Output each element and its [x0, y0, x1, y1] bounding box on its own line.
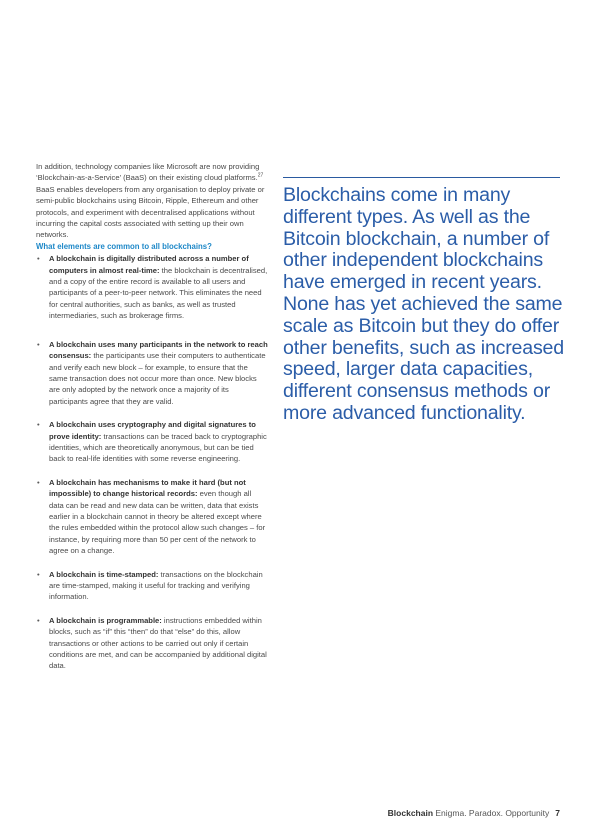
list-item: • A blockchain is programmable: instructions embedded within blocks, such as “if” this “then” do that “else” do this, allow transactions or other actions to be carried out only if certain conditions are met, and can be accompanied by additional digital data. — [37, 615, 267, 671]
footer-subtitle: Enigma. Paradox. Opportunity — [433, 808, 550, 818]
quote-divider — [283, 177, 560, 178]
pull-quote-text: Blockchains come in many different types. As well as the Bitcoin blockchain, a number of other independent blockchains have emerged in recent years. None has yet achieved the same scale as Bitcoin but they do offer other benefits, such as increased speed, larger data capacities, different consensus methods or more advanced functionality. — [283, 184, 564, 424]
list-item: • A blockchain uses many participants in the network to reach consensus: the participants use their computers to authenticate and verify each new block – for example, to ensure that the same transaction does not occur more than once. New blocks are only adopted by the network once a majority of its participants agree that they are valid. — [37, 339, 268, 406]
list-item: • A blockchain has mechanisms to make it hard (but not impossible) to change historical records: even though all data can be read and new data can be written, data that exists earlier in a blockchain cannot in theory be altered except where the rules embedded within the protocol allow such changes – for instance, by requiring more than 50 per cent of the network to agree on a change. — [37, 477, 266, 556]
bullet-icon: • — [37, 477, 40, 487]
intro-paragraph: In addition, technology companies like Microsoft are now providing ‘Blockchain-as-a-Service’ (BaaS) on their existing cloud platforms.$^{27}$ BaaS enables developers from any organisation to deploy private or semi-public blockchains using Bitcoin, Ripple, Ethereum and other protocols, and experiment with decentralised applications without incurring the capital costs associated with setting up their own networks. — [36, 162, 265, 240]
bullet-icon: • — [37, 569, 40, 579]
list-item: • A blockchain uses cryptography and digital signatures to prove identity: transactions can be traced back to cryptographic identities, which are theoretically anonymous, but can be tied back to real-life identities with some reverse engineering. — [37, 420, 267, 464]
section-heading: What elements are common to all blockchains? — [36, 241, 212, 251]
list-item: • A blockchain is digitally distributed across a number of computers in almost real-time: the blockchain is decentralised, and a copy of the entire record is available to all users and participants of a peer-to-peer network. This eliminates the need for central authorities, such as banks, as well as trusted intermediaries, such as brokerage firms. — [37, 254, 268, 321]
footnote-ref: 27 — [257, 172, 264, 179]
page-number: 7 — [555, 808, 560, 818]
bullet-list — [36, 253, 268, 672]
bullet-icon: • — [37, 420, 40, 430]
bullet-icon: • — [37, 254, 40, 264]
left-column — [36, 161, 268, 684]
pull-quote — [283, 185, 568, 425]
bullet-icon: • — [37, 615, 40, 625]
list-item: • A blockchain is time-stamped: transactions on the blockchain are time-stamped, making it useful for tracking and verifying information. — [37, 569, 263, 602]
footer-brand: Blockchain — [387, 808, 434, 818]
page-footer — [388, 808, 560, 818]
bullet-icon: • — [37, 339, 40, 349]
